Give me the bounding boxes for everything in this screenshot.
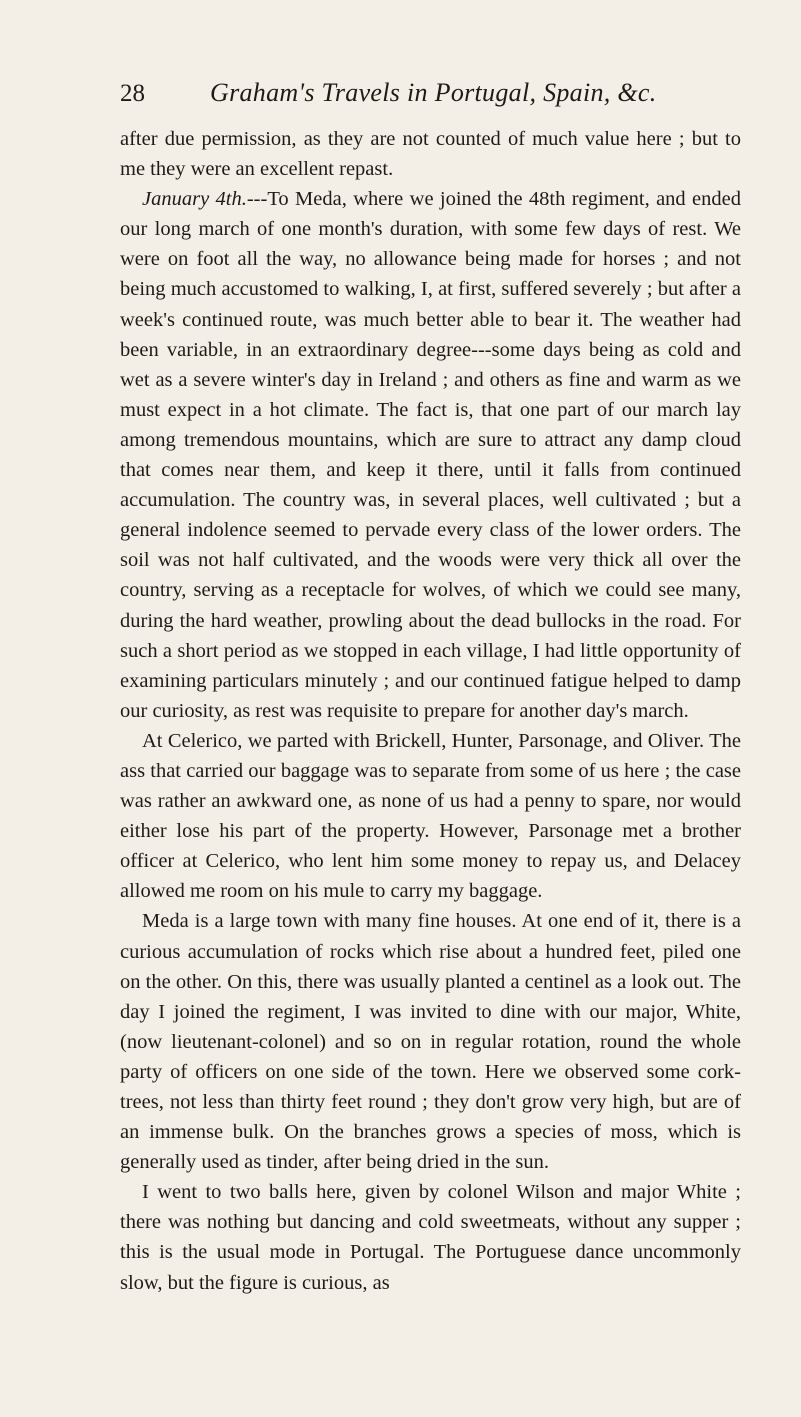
running-title: Graham's Travels in Portugal, Spain, &c. xyxy=(210,78,657,107)
paragraph-text: Meda is a large town with many fine houses. At one end of it, there is a curious accumulation of rocks which rise about a hundred feet, piled one on the other. On this, there was usually planted a centinel as a look out. The day I joined the regiment, I was invited to dine with our major, White, (now lieutenant-colonel) and so on in regular rotation, round the whole party of officers on one side of the town. Here we observed some cork-trees, not less than thirty feet round ; they don't grow very high, but are of an immense bulk. On the branches grows a species of moss, which is generally used as tinder, after being dried in the sun. xyxy=(120,910,741,1174)
paragraph-text: after due permission, as they are not counted of much value here ; but to me they were an excellent repast. xyxy=(120,128,741,181)
paragraph-celerico xyxy=(120,726,741,907)
page-header xyxy=(120,78,741,108)
paragraph-continuation xyxy=(120,124,741,184)
date-heading: January 4th. xyxy=(142,188,247,211)
paragraph-text: At Celerico, we parted with Brickell, Hunter, Parsonage, and Oliver. The ass that carried our baggage was to separate from some of us here ; the case was rather an awkward one, as none of us had a penny to spare, nor would either lose his part of the property. However, Parsonage met a brother officer at Celerico, who lent him some money to repay us, and Delacey allowed me room on his mule to carry my baggage. xyxy=(120,729,741,903)
paragraph-text: I went to two balls here, given by colonel Wilson and major White ; there was nothing but dancing and cold sweetmeats, without any supper ; this is the usual mode in Portugal. The Portuguese dance uncommonly slow, but the figure is curious, as xyxy=(120,1181,741,1294)
body-text xyxy=(120,124,741,1298)
paragraph-meda xyxy=(120,906,741,1177)
paragraph-text: ---To Meda, where we joined the 48th regiment, and ended our long march of one month's duration, with some few days of rest. We were on foot all the way, no allowance being made for horses ; and not being much accustomed to walking, I, at first, suffered severely ; but after a week's continued route, was much better able to bear it. The weather had been variable, in an extraordinary degree---some days being as cold and wet as a severe winter's day in Ireland ; and others as fine and warm as we must expect in a hot climate. The fact is, that one part of our march lay among tremendous mountains, which are sure to attract any damp cloud that comes near them, and keep it there, until it falls from continued accumulation. The country was, in several places, well cultivated ; but a general indolence seemed to pervade every class of the lower orders. The soil was not half cultivated, and the woods were very thick all over the country, serving as a receptacle for wolves, of which we could see many, during the hard weather, prowling about the dead bullocks in the road. For such a short period as we stopped in each village, I had little opportunity of examining particulars minutely ; and our continued fatigue helped to damp our curiosity, as rest was requisite to prepare for another day's march. xyxy=(120,188,741,722)
paragraph-january-entry xyxy=(120,184,741,726)
page-number: 28 xyxy=(120,80,145,107)
paragraph-balls xyxy=(120,1177,741,1297)
